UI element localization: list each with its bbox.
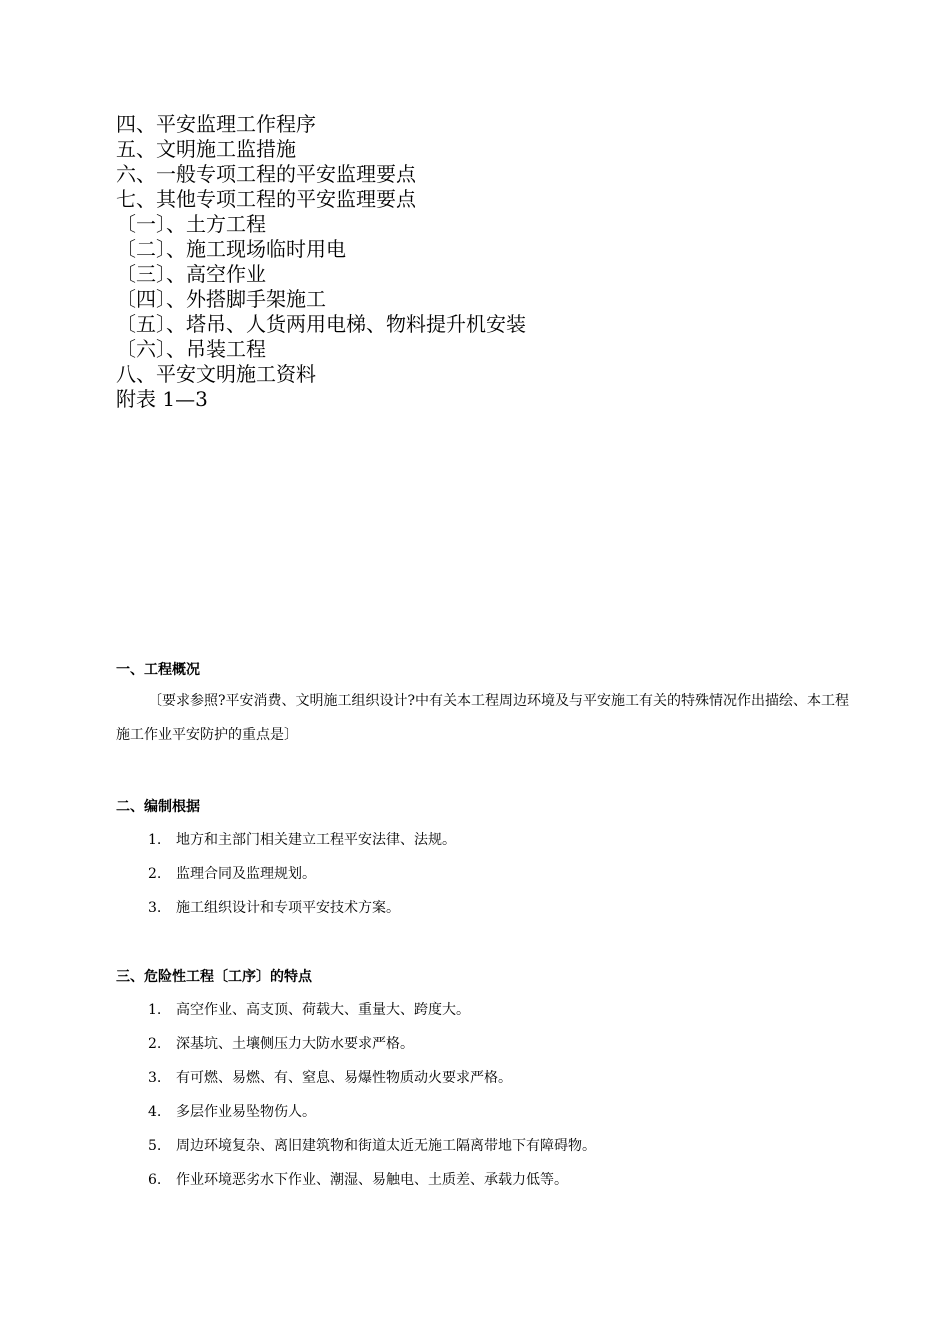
list-item: [116, 857, 856, 891]
toc-subitem-4: 〔四〕、外搭脚手架施工: [116, 287, 326, 311]
section-heading: 一、工程概况: [116, 662, 200, 678]
section-heading: 三、危险性工程〔工序〕的特点: [116, 969, 312, 985]
list-item-number: 2.: [148, 1036, 162, 1052]
section-project-overview: [116, 660, 856, 752]
list-item-text: 多层作业易坠物伤人。: [176, 1104, 316, 1120]
list-item-text: 有可燃、易燃、有、窒息、易爆性物质动火要求严格。: [176, 1070, 512, 1086]
list-item: [116, 993, 856, 1027]
list-item-number: 1.: [148, 832, 162, 848]
list-item-number: 3.: [148, 1070, 162, 1086]
list-item-number: 6.: [148, 1172, 162, 1188]
list-item-number: 3.: [148, 900, 162, 916]
toc-item-8: 八、平安文明施工资料: [116, 362, 316, 386]
list-item: [116, 1027, 856, 1061]
section-basis: [116, 797, 856, 925]
list-item-text: 深基坑、土壤侧压力大防水要求严格。: [176, 1036, 414, 1052]
list-item: [116, 1163, 856, 1197]
toc-subitem-2: 〔二〕、施工现场临时用电: [116, 237, 346, 261]
list-item-text: 施工组织设计和专项平安技术方案。: [176, 900, 400, 916]
list-item: [116, 1095, 856, 1129]
toc-subitem-1: 〔一〕、土方工程: [116, 212, 266, 236]
list-item-text: 地方和主部门相关建立工程平安法律、法规。: [176, 832, 456, 848]
list-item-text: 作业环境恶劣水下作业、潮湿、易触电、土质差、承载力低等。: [176, 1172, 568, 1188]
list-item: [116, 1129, 856, 1163]
list-item-number: 1.: [148, 1002, 162, 1018]
list-item-text: 高空作业、高支顶、荷载大、重量大、跨度大。: [176, 1002, 470, 1018]
toc-item-7: 七、其他专项工程的平安监理要点: [116, 187, 416, 211]
list-item-number: 4.: [148, 1104, 162, 1120]
list-item-number: 2.: [148, 866, 162, 882]
list-item-text: 周边环境复杂、离旧建筑物和街道太近无施工隔离带地下有障碍物。: [176, 1138, 596, 1154]
toc-item-4: 四、平安监理工作程序: [116, 112, 316, 136]
toc-item-6: 六、一般专项工程的平安监理要点: [116, 162, 416, 186]
list-item-text: 监理合同及监理规划。: [176, 866, 316, 882]
toc-subitem-3: 〔三〕、高空作业: [116, 262, 266, 286]
toc-subitem-6: 〔六〕、吊装工程: [116, 337, 266, 361]
table-of-contents: [116, 112, 876, 412]
toc-appendix: 附表 1—3: [116, 387, 208, 411]
toc-item-5: 五、文明施工监措施: [116, 137, 296, 161]
section-hazard-characteristics: [116, 967, 856, 1197]
list-item: [116, 1061, 856, 1095]
section-heading: 二、编制根据: [116, 799, 200, 815]
toc-subitem-5: 〔五〕、塔吊、人货两用电梯、物料提升机安装: [116, 312, 526, 336]
list-item: [116, 891, 856, 925]
section-paragraph: 〔要求参照?平安消费、文明施工组织设计?中有关本工程周边环境及与平安施工有关的特殊情况作出描绘、本工程施工作业平安防护的重点是〕: [116, 693, 850, 743]
list-item-number: 5.: [148, 1138, 162, 1154]
list-item: [116, 823, 856, 857]
